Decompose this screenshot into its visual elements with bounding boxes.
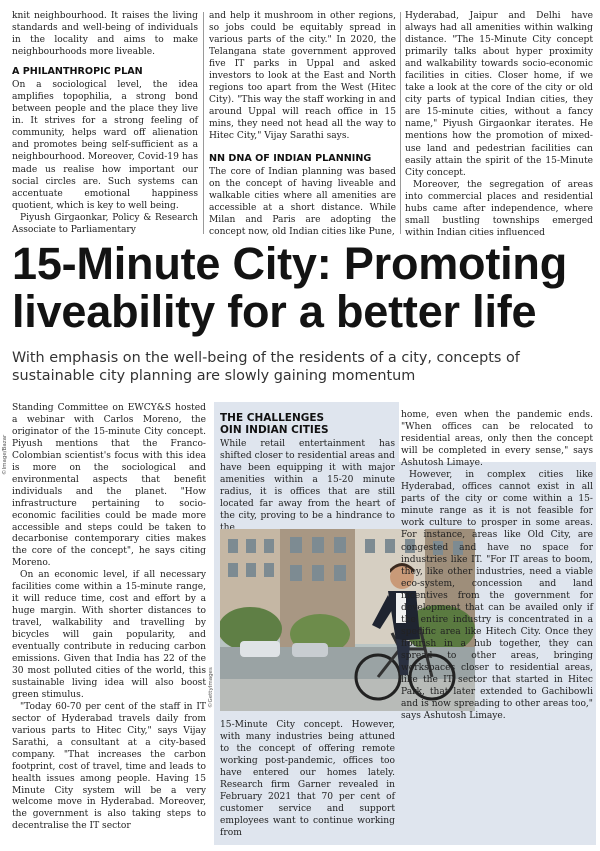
paragraph: Moreover, the segregation of areas into commercial places and residential hubs came after independence, where small bustling townships emerged within Indian cities influenced	[405, 179, 593, 238]
bottom-column-3	[401, 409, 593, 722]
paragraph: knit neighbourhood. It raises the living standards and well-being of individuals in the locality and aims to make neighbourhoods more liveable.	[12, 11, 198, 58]
column-divider	[400, 12, 401, 234]
paragraph: and help it mushroom in other regions, so jobs could be equitably spread in various parts of the city." In 2020, the Telangana state government approved five IT parks in Uppal and asked investors to look at the East and North regions too apart from the West (Hitec City). "This way the staff working in and around Uppal will reach office in 15 mins, they need not head all the way to Hitec City," Vijay Sarathi says.	[209, 11, 396, 142]
paragraph: "Today 60-70 per cent of the staff in IT sector of Hyderabad travels daily from various parts to Hitec City," says Vijay Sarathi, a consultant at a city-based company. "That increases the carbon footprint, cost of travel, time and leads to health issues among people. Having 15 Minute City system will be a very welcome move in Hyderabad. Moreover, the government is also taking steps to decentralise the IT sector	[12, 701, 206, 832]
headline-line-2: liveability for a better life	[12, 286, 537, 337]
column-divider	[203, 12, 204, 234]
sidebar-box-column	[220, 412, 395, 534]
image-credit-photo: ©GettyImages	[208, 667, 214, 708]
paragraph: home, even when the pandemic ends. "When offices can be relocated to residential areas, only then the concept will be completed in every sense," says Ashutosh Limaye.	[401, 410, 593, 469]
deck-subheadline: With emphasis on the well-being of the residents of a city, concepts of sustainable city planning are slowly gaining momentum	[12, 350, 520, 384]
top-column-3	[405, 10, 593, 239]
top-column-1	[12, 10, 198, 236]
paragraph: Standing Committee on EWCY&S hosted a webinar with Carlos Moreno, the originator of the 15-minute City concept. Piyush mentions that the Franco-Colombian scientist's focus with this idea is more on the sociological and environmental aspects that benefit individuals and the planet. "How infrastructure pertaining to socio-economic facilities could be made more accessible and steps could be taken to decarbonise contemporary cities makes the core of the concept", he says citing Moreno.	[12, 403, 206, 569]
paragraph: 15-Minute City concept. However, with many industries being attuned to the concept of offering remote working post-pandemic, offices too have entered our homes lately. Research firm Garner revealed in February 2021 that 70 per cent of customer service and support employees want to continue working from	[220, 720, 395, 839]
paragraph: Piyush Girgaonkar, Policy & Research Associate to Parliamentary	[12, 212, 198, 235]
paragraph: While retail entertainment has shifted closer to residential areas and have been equipping it with major amenities within a 15-20 minute radius, it is offices that are still located far away from the heart of the city, proving to be a hindrance to	[220, 439, 395, 522]
subheading: NN DNA OF INDIAN PLANNING	[209, 152, 372, 164]
sidebar-box-column-2	[220, 719, 395, 839]
paragraph: On an economic level, if all necessary facilities come within a 15-minute range, it will reduce time, cost and effort by a huge margin. With shorter distances to travel, walkability and travelling by bicycles will gain popularity, and eventually contribute in reducing carbon emissions. Given that India has 22 of the 30 most polluted cities of the world, this sustainable living idea will also boost green stimulus.	[12, 570, 206, 700]
bottom-column-1	[12, 403, 206, 833]
subheading: A PHILANTHROPIC PLAN	[12, 66, 143, 78]
headline-line-1: 15-Minute City: Promoting	[12, 238, 567, 289]
paragraph: The core of Indian planning was based on the concept of having liveable and walkable cities where all amenities are accessible at a short distance. While Milan and Paris are adopting the concept now, old Indian cities like Pune,	[209, 166, 396, 237]
paragraph: Hyderabad, Jaipur and Delhi have always had all amenities within walking distance. "The 15-Minute City concept primarily talks about hyper proximity and walkability towards socio-economic facilities in cities. Closer home, if we take a look at the core of the city or old city parts of typical Indian cities, they are 15-minute cities, without a fancy name," Piyush Girgaonkar iterates. He mentions how the promotion of mixed-use land and pedestrian facilities can easily attain the spirit of the 15-Minute City concept.	[405, 11, 593, 178]
paragraph: However, in complex cities like Hyderabad, offices cannot exist in all parts of the city or come within a 15-minute range as it is not feasible for work culture to prosper in some areas. For instance, areas like Old City, are congested and have no space for industries like IT. "For IT areas to boom, they, like other industries, need a viable eco-system, concession and land incentives from the government for development that can be availed only if the entire industry is concentrated in a specific area like Hitech City. Once they flourish in a hub together, they can spread to other areas, bringing workspaces closer to residential areas, like the IT sector that started in Hitec Park, that later extended to Gachibowli and is now spreading to other areas too," says Ashutosh Limaye.	[401, 470, 593, 722]
headline	[12, 240, 597, 336]
paragraph: On a sociological level, the idea amplifies topophilia, a strong bond between people and the place they live in. It strives for a strong feeling of community, helps ward off alienation and promotes being self-sufficient as a neighbourhood. Moreover, Covid-19 has made us realise how important our social circles are. Such systems can accentuate emotional happiness quotient, which is key to well being.	[12, 80, 198, 211]
top-column-2	[209, 10, 396, 238]
box-heading: THE CHALLENGES OIN INDIAN CITIES	[220, 412, 329, 436]
image-credit-left: ©Image/Bazar	[2, 434, 8, 475]
